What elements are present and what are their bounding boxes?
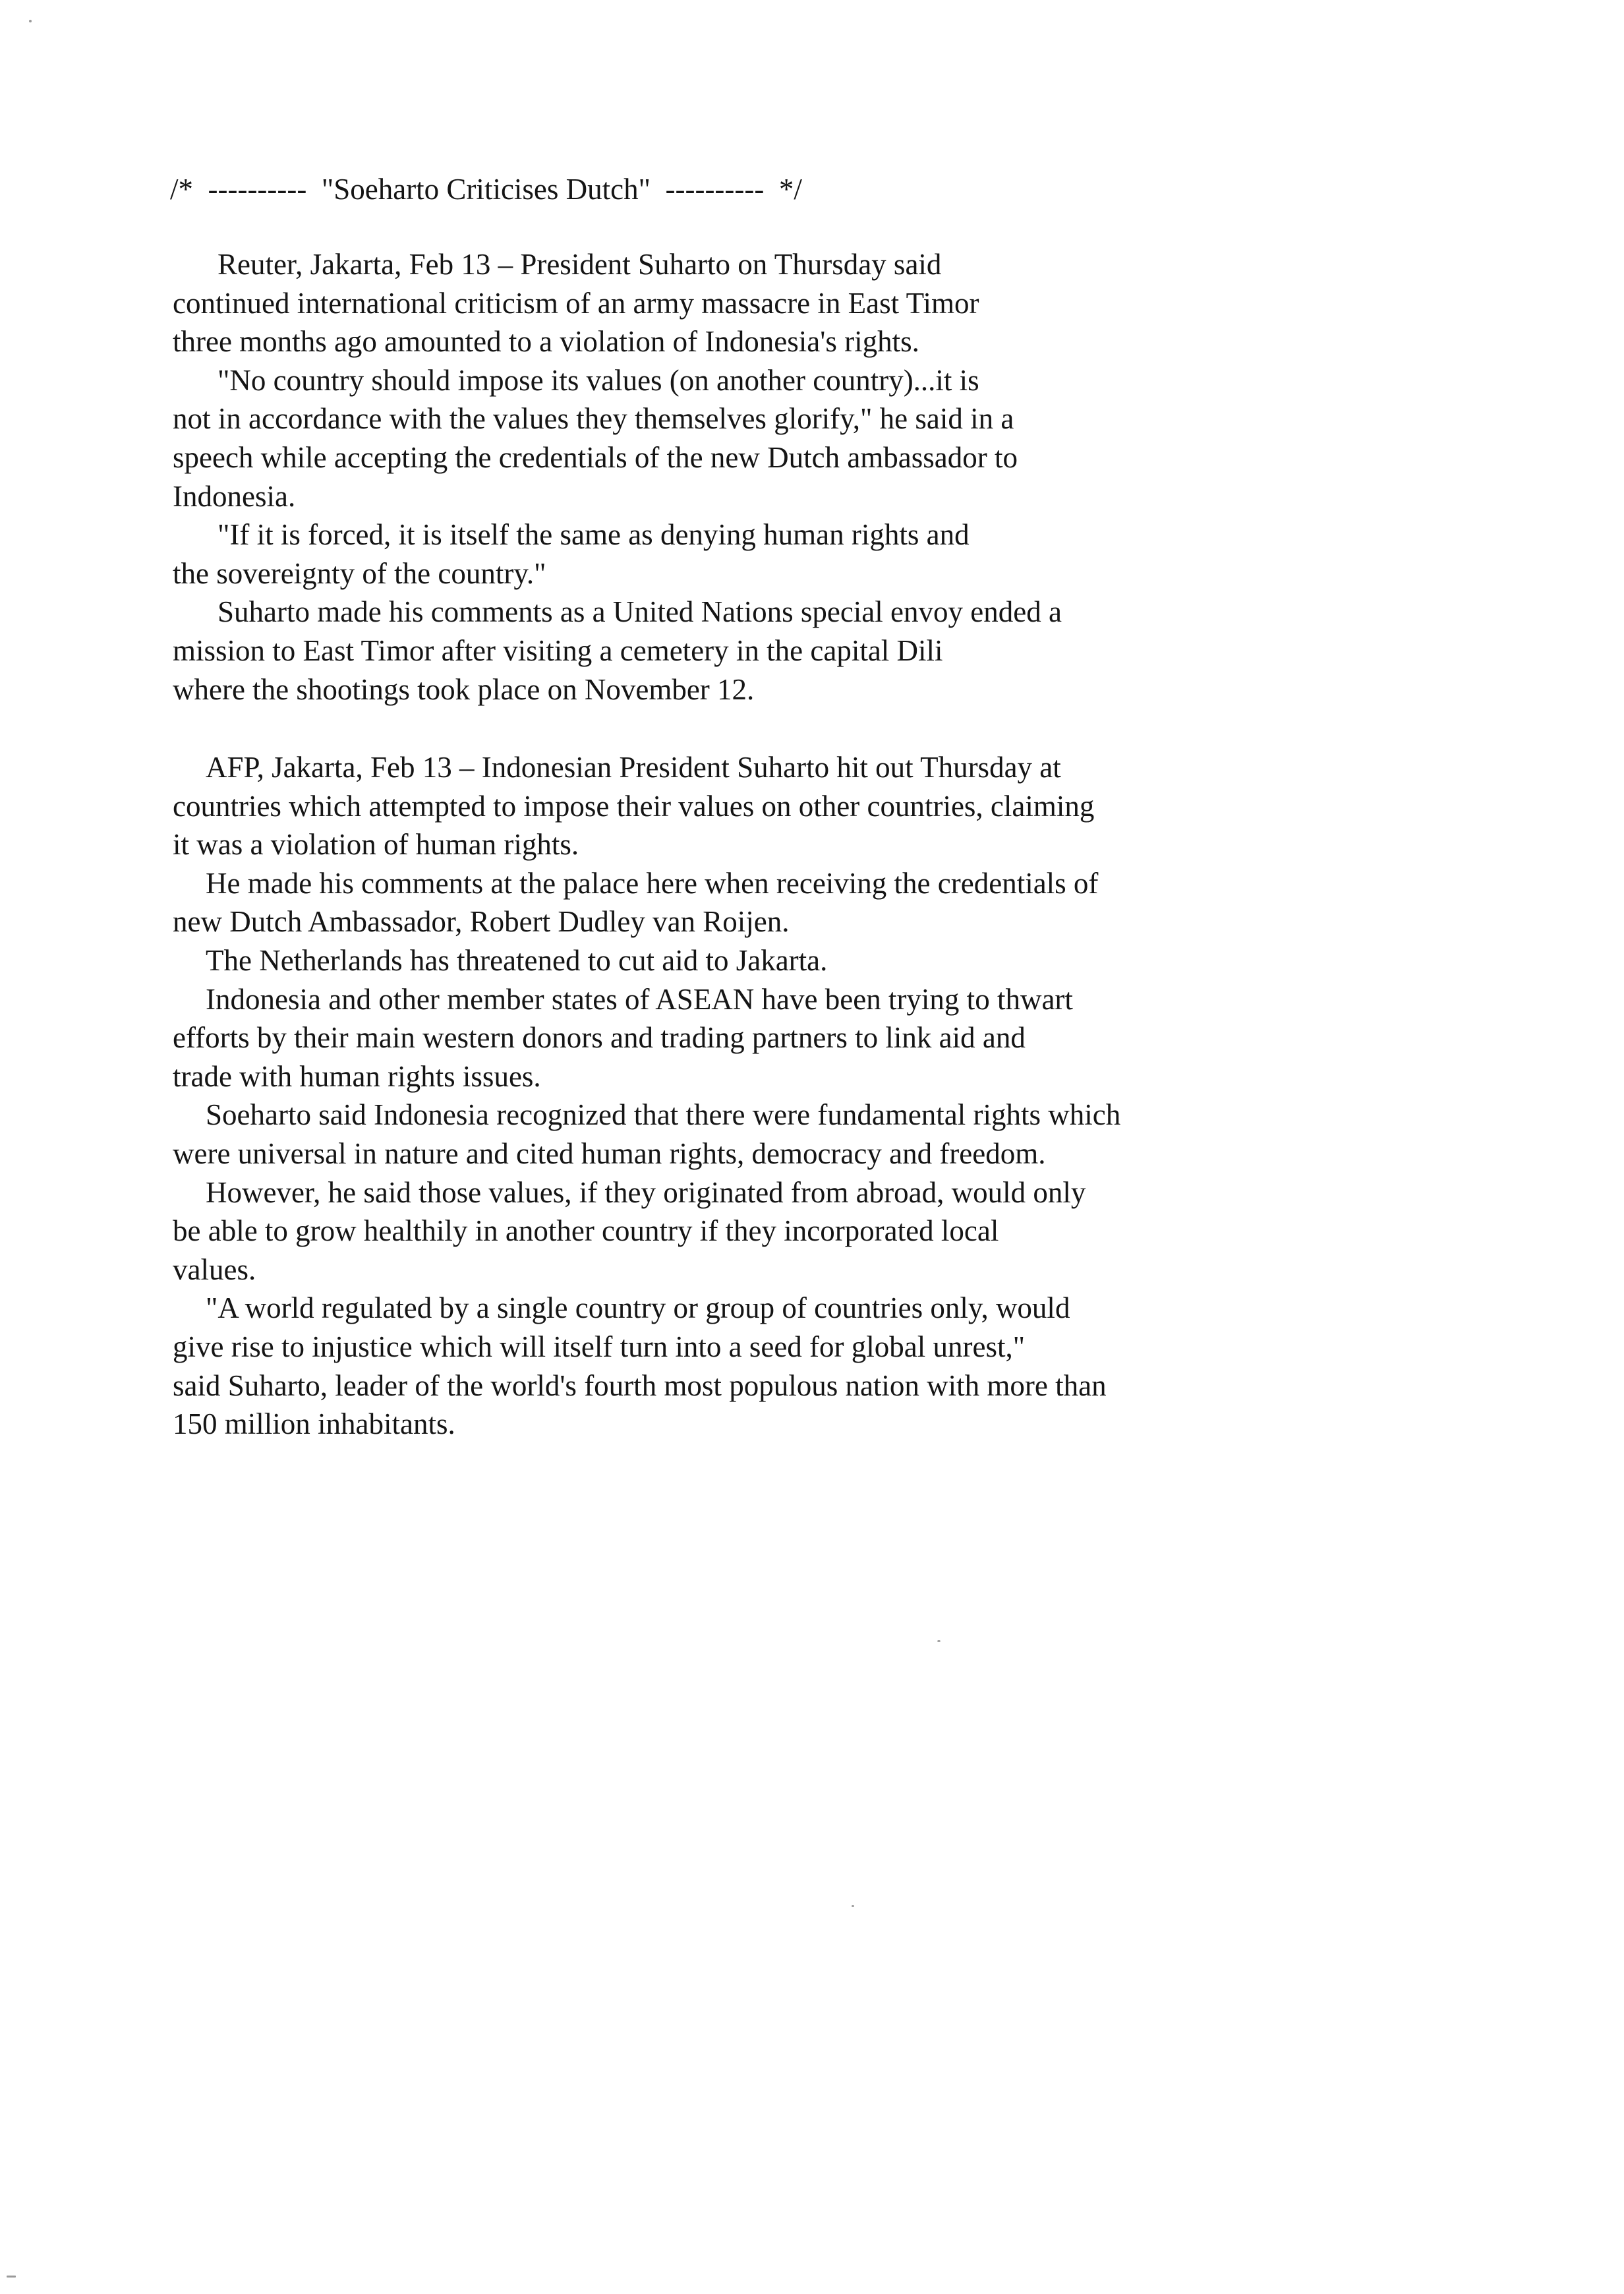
story-line: 150 million inhabitants. — [173, 1407, 455, 1441]
story-line: The Netherlands has threatened to cut aid to Jakarta. — [206, 943, 828, 977]
story-line: it was a violation of human rights. — [173, 828, 579, 862]
story-line: three months ago amounted to a violation of Indonesia's rights. — [173, 325, 919, 359]
story-line: countries which attempted to impose their values on other countries, claiming — [173, 789, 1095, 823]
afp-story — [173, 748, 1313, 1444]
story-line: "A world regulated by a single country or group of countries only, would — [206, 1291, 1070, 1325]
scan-speck — [937, 1640, 941, 1642]
story-line: Soeharto said Indonesia recognized that there were fundamental rights which — [206, 1098, 1121, 1132]
scan-speck — [7, 2276, 16, 2278]
story-line: Suharto made his comments as a United Nations special envoy ended a — [218, 595, 1062, 629]
story-line: "If it is forced, it is itself the same as denying human rights and — [218, 518, 970, 552]
document-header: /* ---------- "Soeharto Criticises Dutch" ---------- */ — [170, 173, 802, 206]
story-line: trade with human rights issues. — [173, 1059, 541, 1093]
story-line: said Suharto, leader of the world's fourth most populous nation with more than — [173, 1368, 1107, 1402]
story-line: AFP, Jakarta, Feb 13 – Indonesian President Suharto hit out Thursday at — [206, 751, 1061, 784]
story-line: values. — [173, 1252, 256, 1286]
story-line: "No country should impose its values (on another country)...it is — [218, 363, 979, 397]
story-line: Indonesia. — [173, 479, 296, 513]
story-line: continued international criticism of an army massacre in East Timor — [173, 286, 979, 320]
scan-speck — [29, 20, 32, 22]
story-line: speech while accepting the credentials of the new Dutch ambassador to — [173, 440, 1018, 474]
story-line: mission to East Timor after visiting a cemetery in the capital Dili — [173, 633, 943, 667]
story-line: However, he said those values, if they originated from abroad, would only — [206, 1175, 1086, 1209]
story-line: Indonesia and other member states of ASEAN have been trying to thwart — [206, 982, 1073, 1016]
story-line: the sovereignty of the country." — [173, 556, 546, 590]
story-line: Reuter, Jakarta, Feb 13 – President Suharto on Thursday said — [218, 248, 942, 281]
story-line: efforts by their main western donors and trading partners to link aid and — [173, 1021, 1026, 1055]
story-line: where the shootings took place on November 12. — [173, 672, 755, 706]
story-line: new Dutch Ambassador, Robert Dudley van Roijen. — [173, 905, 790, 939]
reuter-story — [173, 245, 1313, 709]
story-line: were universal in nature and cited human rights, democracy and freedom. — [173, 1136, 1046, 1170]
story-line: give rise to injustice which will itself turn into a seed for global unrest," — [173, 1330, 1026, 1363]
story-line: be able to grow healthily in another country if they incorporated local — [173, 1214, 999, 1248]
scan-speck — [852, 1905, 854, 1907]
story-line: not in accordance with the values they themselves glorify," he said in a — [173, 402, 1014, 436]
story-line: He made his comments at the palace here when receiving the credentials of — [206, 866, 1099, 900]
